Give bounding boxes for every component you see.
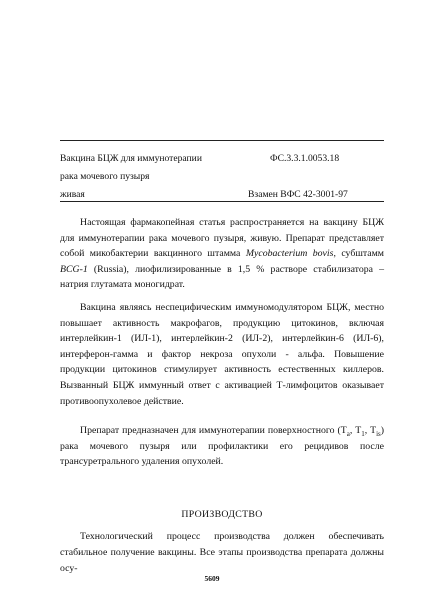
title-line-3: живая [60,189,85,200]
body-text-production [60,529,384,577]
replaces-note: Взамен ВФС 42-3001-97 [248,189,348,200]
paragraph-mechanism: Вакцина являясь неспецифическим иммуномодулятором БЦЖ, местно повышает активность макрофагов, продукцию цитокинов, включая интерлейкин-1 (ИЛ-1), интерлейкин-2 (ИЛ-2), интерлейкин-6 (ИЛ-6), интерферон-гамма и фактор некроза опухоли - альфа. Повышение продукции цитокинов стимулирует активность естественных киллеров. Вызванный БЦЖ иммунный ответ с активацией Т-лимфоцитов оказывает противоопухолевое действие. [60,301,384,407]
page-number: 5609 [204,574,220,583]
document-code: ФС.3.3.1.0053.18 [270,153,340,164]
header-top-rule [60,140,384,141]
species-name: Mycobacterium bovis [245,248,334,260]
strain-name: BCG-1 [60,263,88,275]
paragraph-production: Технологический процесс производства должен обеспечивать стабильное получение вакцины. Все этапы производства препарата должны осу- [60,531,384,574]
body-text [60,215,384,477]
paragraph-indication: Препарат предназначен для иммунотерапии поверхностного ($Т_а$, $Т_1$, $Т_{is}$) рака мочевого пузыря или профилактики его рецидивов после трансуретрального удаления опухолей. [60,425,385,468]
section-heading: ПРОИЗВОДСТВО [181,509,263,520]
paragraph-scope: Настоящая фармакопейная статья распространяется на вакцину БЦЖ для иммунотерапии рака мочевого пузыря, живую. Препарат представляет собой микобактерии вакцинного штамма Mycobacterium bovis, субштамм BCG-1 (Russia), лиофилизированные в 1,5 % растворе стабилизатора – натрия глутамата моногидрат. [60,217,385,291]
header-bottom-rule [60,201,384,202]
title-line-2: рака мочевого пузыря [60,171,150,182]
title-line-1: Вакцина БЦЖ для иммунотерапии [60,153,202,164]
